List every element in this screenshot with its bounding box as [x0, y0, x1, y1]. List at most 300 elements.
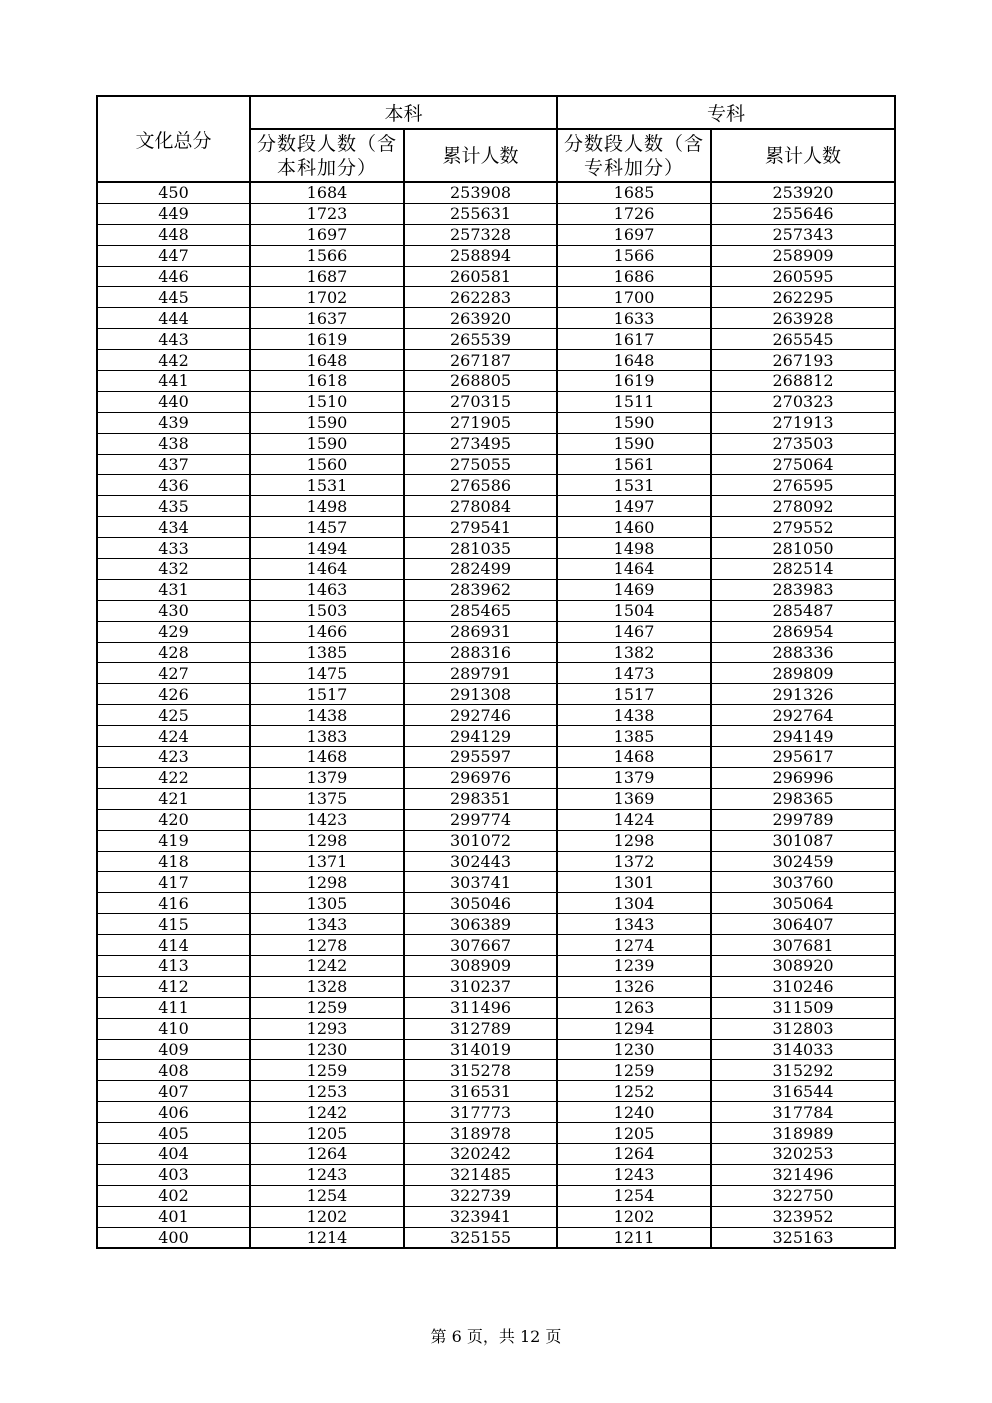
benke-cumulative-cell: 302443 [404, 851, 557, 872]
benke-cumulative-cell: 285465 [404, 600, 557, 621]
table-row [97, 705, 895, 726]
score-cell: 422 [97, 767, 250, 788]
benke-cumulative-cell: 276586 [404, 475, 557, 496]
score-cell: 411 [97, 997, 250, 1018]
benke-cumulative-cell: 278084 [404, 496, 557, 517]
benke-segment-cell: 1531 [250, 475, 404, 496]
benke-cumulative-cell: 311496 [404, 997, 557, 1018]
benke-segment-cell: 1618 [250, 371, 404, 392]
zhuanke-cumulative-cell: 305064 [711, 893, 895, 914]
benke-segment-cell: 1371 [250, 851, 404, 872]
benke-cumulative-cell: 282499 [404, 559, 557, 580]
benke-segment-cell: 1259 [250, 997, 404, 1018]
zhuanke-segment-cell: 1469 [557, 579, 711, 600]
table-row [97, 893, 895, 914]
score-distribution-table [96, 95, 896, 1249]
zhuanke-cumulative-cell: 288336 [711, 642, 895, 663]
benke-segment-cell: 1423 [250, 809, 404, 830]
zhuanke-cumulative-cell: 301087 [711, 830, 895, 851]
zhuanke-segment-cell: 1460 [557, 517, 711, 538]
zhuanke-cumulative-cell: 298365 [711, 788, 895, 809]
zhuanke-cumulative-cell: 312803 [711, 1018, 895, 1039]
table-row [97, 266, 895, 287]
score-cell: 423 [97, 747, 250, 768]
table-row [97, 371, 895, 392]
score-cell: 404 [97, 1143, 250, 1164]
table-row [97, 600, 895, 621]
benke-segment-cell: 1560 [250, 454, 404, 475]
benke-segment-cell: 1214 [250, 1227, 404, 1248]
zhuanke-cumulative-cell: 302459 [711, 851, 895, 872]
zhuanke-segment-cell: 1511 [557, 391, 711, 412]
table-row [97, 245, 895, 266]
benke-cumulative-cell: 295597 [404, 747, 557, 768]
table-row [97, 726, 895, 747]
benke-segment-cell: 1697 [250, 224, 404, 245]
benke-cumulative-cell: 298351 [404, 788, 557, 809]
table-row [97, 788, 895, 809]
score-cell: 441 [97, 371, 250, 392]
score-cell: 418 [97, 851, 250, 872]
zhuanke-cumulative-cell: 325163 [711, 1227, 895, 1248]
zhuanke-cumulative-cell: 281050 [711, 538, 895, 559]
benke-segment-cell: 1723 [250, 203, 404, 224]
zhuanke-segment-cell: 1274 [557, 935, 711, 956]
table-row [97, 182, 895, 203]
zhuanke-cumulative-cell: 316544 [711, 1081, 895, 1102]
table-row [97, 1206, 895, 1227]
zhuanke-segment-cell: 1263 [557, 997, 711, 1018]
benke-segment-cell: 1438 [250, 705, 404, 726]
benke-cumulative-cell: 271905 [404, 412, 557, 433]
table-row [97, 412, 895, 433]
table-row [97, 767, 895, 788]
score-cell: 421 [97, 788, 250, 809]
zhuanke-segment-cell: 1464 [557, 559, 711, 580]
table-row [97, 935, 895, 956]
zhuanke-cumulative-cell: 286954 [711, 621, 895, 642]
benke-cumulative-cell: 306389 [404, 914, 557, 935]
score-cell: 409 [97, 1039, 250, 1060]
header-group-zhuanke: 专科 [557, 96, 895, 129]
score-cell: 432 [97, 559, 250, 580]
score-cell: 402 [97, 1185, 250, 1206]
zhuanke-segment-cell: 1617 [557, 329, 711, 350]
table-row [97, 1123, 895, 1144]
zhuanke-segment-cell: 1243 [557, 1164, 711, 1185]
zhuanke-cumulative-cell: 275064 [711, 454, 895, 475]
score-cell: 400 [97, 1227, 250, 1248]
score-cell: 408 [97, 1060, 250, 1081]
zhuanke-segment-cell: 1438 [557, 705, 711, 726]
zhuanke-cumulative-cell: 321496 [711, 1164, 895, 1185]
benke-cumulative-cell: 292746 [404, 705, 557, 726]
score-cell: 430 [97, 600, 250, 621]
score-cell: 412 [97, 976, 250, 997]
table-row [97, 997, 895, 1018]
score-cell: 425 [97, 705, 250, 726]
header-group-benke: 本科 [250, 96, 557, 129]
score-cell: 420 [97, 809, 250, 830]
table-row [97, 1081, 895, 1102]
benke-cumulative-cell: 283962 [404, 579, 557, 600]
table-row [97, 1143, 895, 1164]
zhuanke-cumulative-cell: 262295 [711, 287, 895, 308]
zhuanke-segment-cell: 1566 [557, 245, 711, 266]
header-benke-cumulative: 累计人数 [404, 129, 557, 182]
benke-cumulative-cell: 314019 [404, 1039, 557, 1060]
zhuanke-segment-cell: 1424 [557, 809, 711, 830]
benke-segment-cell: 1385 [250, 642, 404, 663]
table-row [97, 1039, 895, 1060]
benke-cumulative-cell: 318978 [404, 1123, 557, 1144]
zhuanke-segment-cell: 1202 [557, 1206, 711, 1227]
benke-segment-cell: 1343 [250, 914, 404, 935]
zhuanke-segment-cell: 1230 [557, 1039, 711, 1060]
zhuanke-cumulative-cell: 307681 [711, 935, 895, 956]
zhuanke-cumulative-cell: 320253 [711, 1143, 895, 1164]
zhuanke-cumulative-cell: 271913 [711, 412, 895, 433]
benke-cumulative-cell: 260581 [404, 266, 557, 287]
zhuanke-segment-cell: 1697 [557, 224, 711, 245]
table-row [97, 663, 895, 684]
score-cell: 440 [97, 391, 250, 412]
benke-segment-cell: 1457 [250, 517, 404, 538]
benke-cumulative-cell: 308909 [404, 955, 557, 976]
table-row [97, 976, 895, 997]
benke-cumulative-cell: 325155 [404, 1227, 557, 1248]
zhuanke-segment-cell: 1372 [557, 851, 711, 872]
zhuanke-cumulative-cell: 267193 [711, 350, 895, 371]
benke-segment-cell: 1590 [250, 412, 404, 433]
zhuanke-cumulative-cell: 306407 [711, 914, 895, 935]
score-cell: 427 [97, 663, 250, 684]
score-cell: 450 [97, 182, 250, 203]
zhuanke-segment-cell: 1254 [557, 1185, 711, 1206]
benke-cumulative-cell: 286931 [404, 621, 557, 642]
table-row [97, 308, 895, 329]
header-zhuanke-cumulative: 累计人数 [711, 129, 895, 182]
benke-segment-cell: 1264 [250, 1143, 404, 1164]
benke-segment-cell: 1590 [250, 433, 404, 454]
table-row [97, 559, 895, 580]
zhuanke-cumulative-cell: 317784 [711, 1102, 895, 1123]
score-cell: 434 [97, 517, 250, 538]
score-cell: 443 [97, 329, 250, 350]
score-cell: 415 [97, 914, 250, 935]
benke-cumulative-cell: 281035 [404, 538, 557, 559]
score-cell: 401 [97, 1206, 250, 1227]
zhuanke-segment-cell: 1382 [557, 642, 711, 663]
score-cell: 436 [97, 475, 250, 496]
benke-segment-cell: 1463 [250, 579, 404, 600]
table-row [97, 747, 895, 768]
zhuanke-segment-cell: 1259 [557, 1060, 711, 1081]
benke-cumulative-cell: 275055 [404, 454, 557, 475]
score-cell: 449 [97, 203, 250, 224]
score-cell: 444 [97, 308, 250, 329]
score-cell: 416 [97, 893, 250, 914]
zhuanke-segment-cell: 1298 [557, 830, 711, 851]
benke-cumulative-cell: 279541 [404, 517, 557, 538]
zhuanke-segment-cell: 1240 [557, 1102, 711, 1123]
zhuanke-cumulative-cell: 279552 [711, 517, 895, 538]
score-cell: 442 [97, 350, 250, 371]
zhuanke-cumulative-cell: 255646 [711, 203, 895, 224]
zhuanke-segment-cell: 1294 [557, 1018, 711, 1039]
zhuanke-segment-cell: 1633 [557, 308, 711, 329]
score-cell: 417 [97, 872, 250, 893]
zhuanke-cumulative-cell: 299789 [711, 809, 895, 830]
zhuanke-cumulative-cell: 314033 [711, 1039, 895, 1060]
benke-segment-cell: 1298 [250, 830, 404, 851]
table-row [97, 517, 895, 538]
benke-segment-cell: 1702 [250, 287, 404, 308]
zhuanke-cumulative-cell: 289809 [711, 663, 895, 684]
table-row [97, 579, 895, 600]
table-row [97, 809, 895, 830]
zhuanke-segment-cell: 1517 [557, 684, 711, 705]
benke-cumulative-cell: 322739 [404, 1185, 557, 1206]
zhuanke-segment-cell: 1467 [557, 621, 711, 642]
zhuanke-cumulative-cell: 260595 [711, 266, 895, 287]
benke-segment-cell: 1202 [250, 1206, 404, 1227]
table-row [97, 287, 895, 308]
table-row [97, 1018, 895, 1039]
score-cell: 406 [97, 1102, 250, 1123]
zhuanke-cumulative-cell: 303760 [711, 872, 895, 893]
table-row [97, 642, 895, 663]
table-row [97, 391, 895, 412]
benke-cumulative-cell: 317773 [404, 1102, 557, 1123]
zhuanke-cumulative-cell: 258909 [711, 245, 895, 266]
benke-cumulative-cell: 273495 [404, 433, 557, 454]
table-row [97, 955, 895, 976]
table-row [97, 329, 895, 350]
table-row [97, 538, 895, 559]
zhuanke-segment-cell: 1468 [557, 747, 711, 768]
zhuanke-cumulative-cell: 263928 [711, 308, 895, 329]
benke-segment-cell: 1379 [250, 767, 404, 788]
zhuanke-segment-cell: 1590 [557, 433, 711, 454]
benke-cumulative-cell: 253908 [404, 182, 557, 203]
header-zhuanke-segment: 分数段人数（含专科加分） [557, 129, 711, 182]
score-cell: 428 [97, 642, 250, 663]
zhuanke-cumulative-cell: 291326 [711, 684, 895, 705]
zhuanke-cumulative-cell: 285487 [711, 600, 895, 621]
table-row [97, 914, 895, 935]
zhuanke-segment-cell: 1504 [557, 600, 711, 621]
zhuanke-cumulative-cell: 283983 [711, 579, 895, 600]
benke-cumulative-cell: 255631 [404, 203, 557, 224]
benke-cumulative-cell: 267187 [404, 350, 557, 371]
zhuanke-segment-cell: 1590 [557, 412, 711, 433]
benke-cumulative-cell: 296976 [404, 767, 557, 788]
benke-segment-cell: 1293 [250, 1018, 404, 1039]
benke-segment-cell: 1684 [250, 182, 404, 203]
zhuanke-cumulative-cell: 310246 [711, 976, 895, 997]
table-row [97, 872, 895, 893]
benke-cumulative-cell: 270315 [404, 391, 557, 412]
score-cell: 447 [97, 245, 250, 266]
score-cell: 419 [97, 830, 250, 851]
table-row [97, 433, 895, 454]
zhuanke-segment-cell: 1531 [557, 475, 711, 496]
score-cell: 439 [97, 412, 250, 433]
table-row [97, 1185, 895, 1206]
table-row [97, 684, 895, 705]
table-row [97, 1227, 895, 1248]
zhuanke-cumulative-cell: 318989 [711, 1123, 895, 1144]
page-number: 第 6 页，共 12 页 [430, 1327, 562, 1346]
benke-cumulative-cell: 291308 [404, 684, 557, 705]
zhuanke-cumulative-cell: 315292 [711, 1060, 895, 1081]
table-row [97, 1102, 895, 1123]
benke-cumulative-cell: 265539 [404, 329, 557, 350]
benke-segment-cell: 1475 [250, 663, 404, 684]
benke-cumulative-cell: 262283 [404, 287, 557, 308]
benke-segment-cell: 1498 [250, 496, 404, 517]
zhuanke-cumulative-cell: 257343 [711, 224, 895, 245]
benke-segment-cell: 1503 [250, 600, 404, 621]
score-cell: 426 [97, 684, 250, 705]
zhuanke-cumulative-cell: 268812 [711, 371, 895, 392]
zhuanke-cumulative-cell: 253920 [711, 182, 895, 203]
benke-cumulative-cell: 316531 [404, 1081, 557, 1102]
score-cell: 405 [97, 1123, 250, 1144]
score-cell: 437 [97, 454, 250, 475]
benke-segment-cell: 1253 [250, 1081, 404, 1102]
benke-cumulative-cell: 310237 [404, 976, 557, 997]
table-row [97, 203, 895, 224]
benke-cumulative-cell: 257328 [404, 224, 557, 245]
zhuanke-segment-cell: 1685 [557, 182, 711, 203]
benke-segment-cell: 1464 [250, 559, 404, 580]
table-row [97, 1164, 895, 1185]
score-cell: 448 [97, 224, 250, 245]
zhuanke-cumulative-cell: 294149 [711, 726, 895, 747]
benke-cumulative-cell: 312789 [404, 1018, 557, 1039]
zhuanke-segment-cell: 1726 [557, 203, 711, 224]
benke-cumulative-cell: 263920 [404, 308, 557, 329]
benke-segment-cell: 1383 [250, 726, 404, 747]
benke-segment-cell: 1298 [250, 872, 404, 893]
zhuanke-segment-cell: 1205 [557, 1123, 711, 1144]
score-cell: 413 [97, 955, 250, 976]
benke-segment-cell: 1375 [250, 788, 404, 809]
benke-segment-cell: 1637 [250, 308, 404, 329]
score-cell: 424 [97, 726, 250, 747]
zhuanke-cumulative-cell: 323952 [711, 1206, 895, 1227]
benke-segment-cell: 1619 [250, 329, 404, 350]
zhuanke-segment-cell: 1326 [557, 976, 711, 997]
benke-cumulative-cell: 305046 [404, 893, 557, 914]
benke-segment-cell: 1328 [250, 976, 404, 997]
zhuanke-segment-cell: 1239 [557, 955, 711, 976]
zhuanke-cumulative-cell: 295617 [711, 747, 895, 768]
benke-segment-cell: 1242 [250, 1102, 404, 1123]
zhuanke-cumulative-cell: 311509 [711, 997, 895, 1018]
benke-segment-cell: 1243 [250, 1164, 404, 1185]
zhuanke-cumulative-cell: 278092 [711, 496, 895, 517]
header-score: 文化总分 [97, 96, 250, 182]
benke-segment-cell: 1510 [250, 391, 404, 412]
zhuanke-segment-cell: 1648 [557, 350, 711, 371]
table-row [97, 621, 895, 642]
table-row [97, 224, 895, 245]
score-cell: 407 [97, 1081, 250, 1102]
table-row [97, 1060, 895, 1081]
score-cell: 446 [97, 266, 250, 287]
zhuanke-cumulative-cell: 282514 [711, 559, 895, 580]
table-row [97, 851, 895, 872]
zhuanke-segment-cell: 1304 [557, 893, 711, 914]
benke-segment-cell: 1242 [250, 955, 404, 976]
zhuanke-segment-cell: 1561 [557, 454, 711, 475]
benke-cumulative-cell: 294129 [404, 726, 557, 747]
zhuanke-segment-cell: 1686 [557, 266, 711, 287]
benke-segment-cell: 1687 [250, 266, 404, 287]
score-cell: 445 [97, 287, 250, 308]
zhuanke-segment-cell: 1473 [557, 663, 711, 684]
benke-segment-cell: 1254 [250, 1185, 404, 1206]
table-row [97, 475, 895, 496]
benke-cumulative-cell: 268805 [404, 371, 557, 392]
benke-segment-cell: 1230 [250, 1039, 404, 1060]
benke-cumulative-cell: 288316 [404, 642, 557, 663]
zhuanke-segment-cell: 1385 [557, 726, 711, 747]
score-cell: 429 [97, 621, 250, 642]
score-cell: 438 [97, 433, 250, 454]
zhuanke-cumulative-cell: 292764 [711, 705, 895, 726]
zhuanke-segment-cell: 1498 [557, 538, 711, 559]
zhuanke-segment-cell: 1343 [557, 914, 711, 935]
zhuanke-cumulative-cell: 322750 [711, 1185, 895, 1206]
benke-cumulative-cell: 303741 [404, 872, 557, 893]
benke-cumulative-cell: 315278 [404, 1060, 557, 1081]
benke-cumulative-cell: 289791 [404, 663, 557, 684]
benke-segment-cell: 1259 [250, 1060, 404, 1081]
zhuanke-segment-cell: 1301 [557, 872, 711, 893]
zhuanke-cumulative-cell: 276595 [711, 475, 895, 496]
table-body [97, 182, 895, 1248]
table-row [97, 454, 895, 475]
zhuanke-segment-cell: 1497 [557, 496, 711, 517]
table-row [97, 496, 895, 517]
zhuanke-segment-cell: 1619 [557, 371, 711, 392]
benke-cumulative-cell: 307667 [404, 935, 557, 956]
benke-cumulative-cell: 321485 [404, 1164, 557, 1185]
zhuanke-segment-cell: 1369 [557, 788, 711, 809]
table-row [97, 350, 895, 371]
zhuanke-segment-cell: 1252 [557, 1081, 711, 1102]
benke-segment-cell: 1205 [250, 1123, 404, 1144]
benke-segment-cell: 1305 [250, 893, 404, 914]
score-cell: 414 [97, 935, 250, 956]
benke-cumulative-cell: 258894 [404, 245, 557, 266]
zhuanke-cumulative-cell: 273503 [711, 433, 895, 454]
score-cell: 431 [97, 579, 250, 600]
benke-segment-cell: 1494 [250, 538, 404, 559]
header-benke-segment: 分数段人数（含本科加分） [250, 129, 404, 182]
table-row [97, 830, 895, 851]
benke-segment-cell: 1468 [250, 747, 404, 768]
zhuanke-segment-cell: 1264 [557, 1143, 711, 1164]
benke-segment-cell: 1566 [250, 245, 404, 266]
zhuanke-segment-cell: 1211 [557, 1227, 711, 1248]
benke-segment-cell: 1466 [250, 621, 404, 642]
benke-cumulative-cell: 320242 [404, 1143, 557, 1164]
